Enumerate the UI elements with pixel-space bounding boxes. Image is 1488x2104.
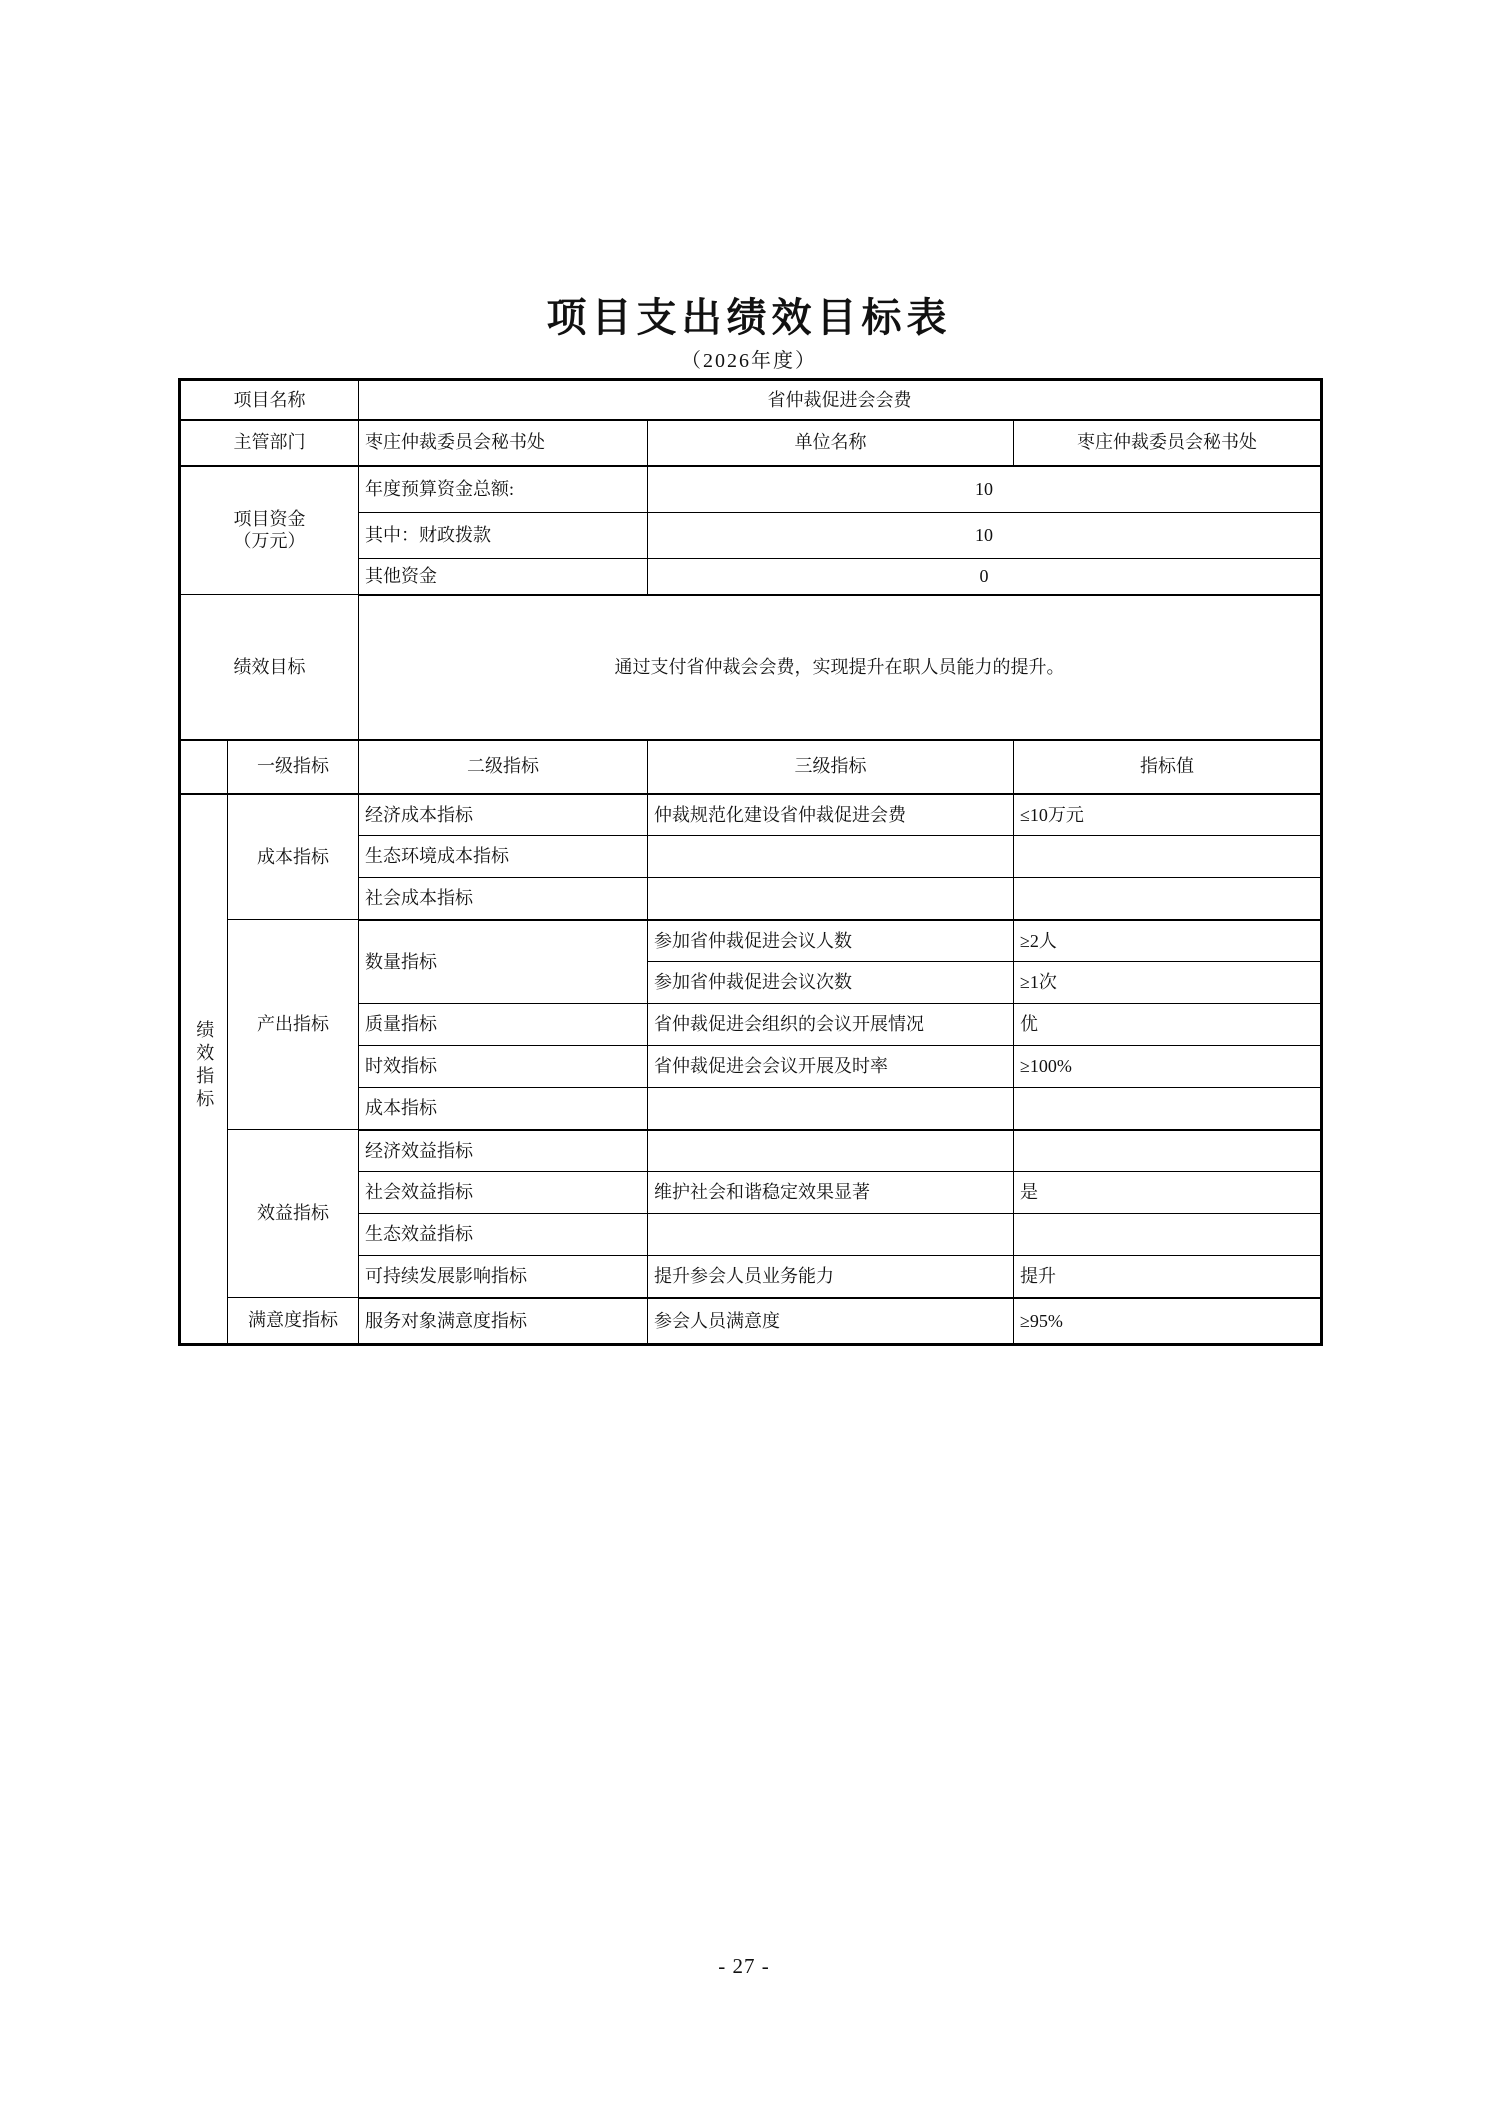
empty-corner-cell <box>180 740 228 794</box>
value-cell: 提升 <box>1014 1256 1322 1298</box>
value-cell: ≥95% <box>1014 1298 1322 1345</box>
level2-cell: 生态效益指标 <box>359 1214 648 1256</box>
funds-label <box>180 466 359 595</box>
group-name-cell: 产出指标 <box>228 920 359 1130</box>
level3-cell: 提升参会人员业务能力 <box>648 1256 1014 1298</box>
header-value: 指标值 <box>1014 740 1322 794</box>
level2-cell: 可持续发展影响指标 <box>359 1256 648 1298</box>
table-row <box>180 595 1322 740</box>
level3-cell <box>648 836 1014 878</box>
value-cell: ≤10万元 <box>1014 794 1322 836</box>
value-cell <box>1014 1088 1322 1130</box>
table-row <box>180 920 1322 962</box>
level3-cell: 维护社会和谐稳定效果显著 <box>648 1172 1014 1214</box>
level2-cell: 服务对象满意度指标 <box>359 1298 648 1345</box>
level3-cell <box>648 878 1014 920</box>
value-cell: ≥2人 <box>1014 920 1322 962</box>
table-row <box>180 466 1322 513</box>
side-label-performance-indicators: 绩效指标 <box>180 794 228 1345</box>
header-level2: 二级指标 <box>359 740 648 794</box>
funds-row-label: 其他资金 <box>359 559 648 595</box>
page-title: 项目支出绩效目标表 <box>546 295 952 340</box>
dept-value: 枣庄仲裁委员会秘书处 <box>359 420 648 466</box>
table-header-row <box>180 740 1322 794</box>
funds-row-value: 0 <box>648 559 1322 595</box>
page-subtitle: （2026年度） <box>681 350 817 372</box>
level3-cell <box>648 1088 1014 1130</box>
table-row <box>180 1298 1322 1345</box>
level3-cell: 参会人员满意度 <box>648 1298 1014 1345</box>
header-level1: 一级指标 <box>228 740 359 794</box>
level2-cell: 成本指标 <box>359 1088 648 1130</box>
table-row <box>180 380 1322 420</box>
dept-label: 主管部门 <box>180 420 359 466</box>
level3-cell: 参加省仲裁促进会议人数 <box>648 920 1014 962</box>
funds-row-label: 其中：财政拨款 <box>359 513 648 559</box>
level3-cell <box>648 1130 1014 1172</box>
funds-row-label: 年度预算资金总额: <box>359 466 648 513</box>
level2-cell: 经济成本指标 <box>359 794 648 836</box>
table-row <box>180 1130 1322 1172</box>
group-name-cell: 满意度指标 <box>228 1298 359 1345</box>
performance-target-table <box>178 378 1323 1346</box>
level3-cell <box>648 1214 1014 1256</box>
funds-label-line2: （万元） <box>233 531 306 552</box>
goal-value: 通过支付省仲裁会会费，实现提升在职人员能力的提升。 <box>359 595 1322 740</box>
group-name-cell: 成本指标 <box>228 794 359 920</box>
project-name-label: 项目名称 <box>180 380 359 420</box>
group-name-cell: 效益指标 <box>228 1130 359 1298</box>
level2-cell: 生态环境成本指标 <box>359 836 648 878</box>
funds-label-line1: 项目资金 <box>233 508 306 529</box>
funds-row-value: 10 <box>648 513 1322 559</box>
level3-cell: 省仲裁促进会组织的会议开展情况 <box>648 1004 1014 1046</box>
funds-row-value: 10 <box>648 466 1322 513</box>
goal-label: 绩效目标 <box>180 595 359 740</box>
level2-cell: 数量指标 <box>359 920 648 1004</box>
unit-label: 单位名称 <box>648 420 1014 466</box>
page-number: - 27 - <box>718 1954 770 1978</box>
level3-cell: 省仲裁促进会会议开展及时率 <box>648 1046 1014 1088</box>
header-level3: 三级指标 <box>648 740 1014 794</box>
table-row <box>180 420 1322 466</box>
level2-cell: 经济效益指标 <box>359 1130 648 1172</box>
value-cell: 优 <box>1014 1004 1322 1046</box>
level2-cell: 社会效益指标 <box>359 1172 648 1214</box>
unit-value: 枣庄仲裁委员会秘书处 <box>1014 420 1322 466</box>
value-cell <box>1014 878 1322 920</box>
level3-cell: 仲裁规范化建设省仲裁促进会费 <box>648 794 1014 836</box>
level3-cell: 参加省仲裁促进会议次数 <box>648 962 1014 1004</box>
value-cell: ≥100% <box>1014 1046 1322 1088</box>
value-cell: 是 <box>1014 1172 1322 1214</box>
value-cell: ≥1次 <box>1014 962 1322 1004</box>
level2-cell: 社会成本指标 <box>359 878 648 920</box>
value-cell <box>1014 836 1322 878</box>
level2-cell: 质量指标 <box>359 1004 648 1046</box>
level2-cell: 时效指标 <box>359 1046 648 1088</box>
value-cell <box>1014 1214 1322 1256</box>
table-row <box>180 794 1322 836</box>
project-name-value: 省仲裁促进会会费 <box>359 380 1322 420</box>
value-cell <box>1014 1130 1322 1172</box>
